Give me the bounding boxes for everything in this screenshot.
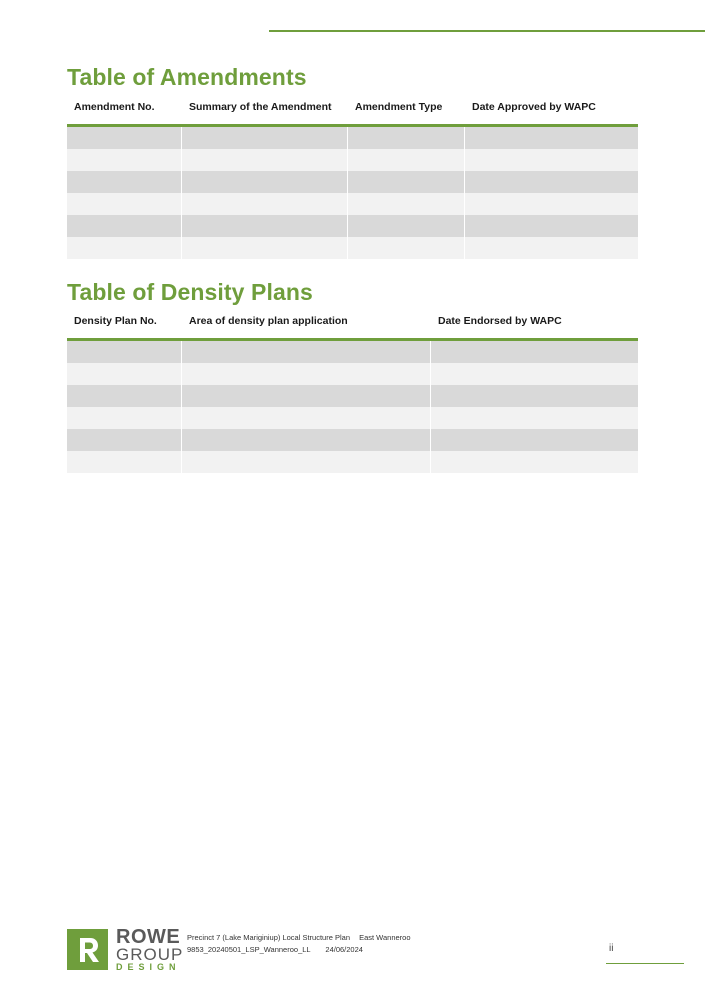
amendment-cell: [182, 127, 348, 149]
density-plan-row: [67, 363, 638, 385]
density-plan-cell: [431, 385, 638, 407]
density-plan-cell: [67, 451, 182, 473]
amendments-title: Table of Amendments: [67, 64, 307, 90]
column-header-density-plan-no: Density Plan No.: [74, 315, 157, 327]
footer-file-ref: 9853_20240501_LSP_Wanneroo_LL: [187, 945, 311, 954]
rowe-group-logo: [67, 926, 184, 973]
density-plan-cell: [431, 429, 638, 451]
amendment-cell: [348, 193, 465, 215]
top-rule: [269, 30, 705, 32]
amendment-cell: [67, 237, 182, 259]
density-plan-cell: [182, 407, 431, 429]
amendment-row: [67, 237, 638, 259]
logo-word-design: DESIGN: [116, 962, 181, 972]
density-plan-cell: [67, 407, 182, 429]
density-plan-cell: [431, 407, 638, 429]
density-plan-cell: [431, 451, 638, 473]
density-plans-table-header: [67, 314, 638, 341]
amendment-cell: [67, 149, 182, 171]
amendment-row: [67, 193, 638, 215]
density-plan-cell: [67, 429, 182, 451]
amendment-row: [67, 171, 638, 193]
amendment-cell: [348, 171, 465, 193]
density-plan-cell: [431, 341, 638, 363]
logo-word-rowe: ROWE: [116, 926, 181, 948]
amendment-row: [67, 215, 638, 237]
amendment-cell: [465, 149, 638, 171]
amendment-cell: [348, 237, 465, 259]
density-plan-cell: [182, 451, 431, 473]
column-header-area: Area of density plan application: [189, 315, 348, 327]
amendment-cell: [67, 171, 182, 193]
amendment-cell: [348, 127, 465, 149]
footer-doc-title: Precinct 7 (Lake Mariginiup) Local Structure Plan: [187, 933, 350, 942]
density-plans-table: [67, 314, 638, 473]
bottom-rule: [606, 963, 684, 964]
amendment-cell: [182, 237, 348, 259]
amendment-cell: [67, 127, 182, 149]
logo-word-group: GROUP: [116, 945, 184, 964]
amendment-cell: [465, 171, 638, 193]
density-plan-cell: [182, 429, 431, 451]
density-plan-cell: [67, 385, 182, 407]
amendment-cell: [348, 149, 465, 171]
density-plan-cell: [431, 363, 638, 385]
footer-ref-line: [187, 945, 363, 954]
amendments-table: [67, 100, 638, 259]
density-plan-cell: [182, 363, 431, 385]
column-header-summary: Summary of the Amendment: [189, 101, 332, 113]
column-header-date-approved: Date Approved by WAPC: [472, 101, 596, 113]
amendment-cell: [182, 149, 348, 171]
amendments-table-header: [67, 100, 638, 127]
footer-location: East Wanneroo: [359, 933, 411, 942]
density-plan-row: [67, 385, 638, 407]
amendment-cell: [465, 215, 638, 237]
density-plans-title: Table of Density Plans: [67, 279, 313, 305]
density-plan-cell: [67, 341, 182, 363]
amendment-cell: [465, 127, 638, 149]
amendment-cell: [67, 215, 182, 237]
column-header-amendment-no: Amendment No.: [74, 101, 155, 113]
amendment-cell: [465, 193, 638, 215]
amendment-cell: [182, 193, 348, 215]
logo-mark: [67, 929, 108, 970]
density-plan-cell: [67, 363, 182, 385]
footer-date: 24/06/2024: [325, 945, 363, 954]
density-plan-cell: [182, 385, 431, 407]
amendment-cell: [182, 215, 348, 237]
density-plan-row: [67, 407, 638, 429]
amendment-cell: [67, 193, 182, 215]
density-plan-row: [67, 341, 638, 363]
footer-doc-line: [187, 933, 411, 942]
amendment-cell: [465, 237, 638, 259]
amendment-cell: [348, 215, 465, 237]
amendment-cell: [182, 171, 348, 193]
page-number: ii: [609, 943, 614, 954]
amendment-row: [67, 127, 638, 149]
column-header-date-endorsed: Date Endorsed by WAPC: [438, 315, 562, 327]
density-plan-row: [67, 451, 638, 473]
density-plan-row: [67, 429, 638, 451]
column-header-amendment-type: Amendment Type: [355, 101, 443, 113]
density-plan-cell: [182, 341, 431, 363]
amendment-row: [67, 149, 638, 171]
